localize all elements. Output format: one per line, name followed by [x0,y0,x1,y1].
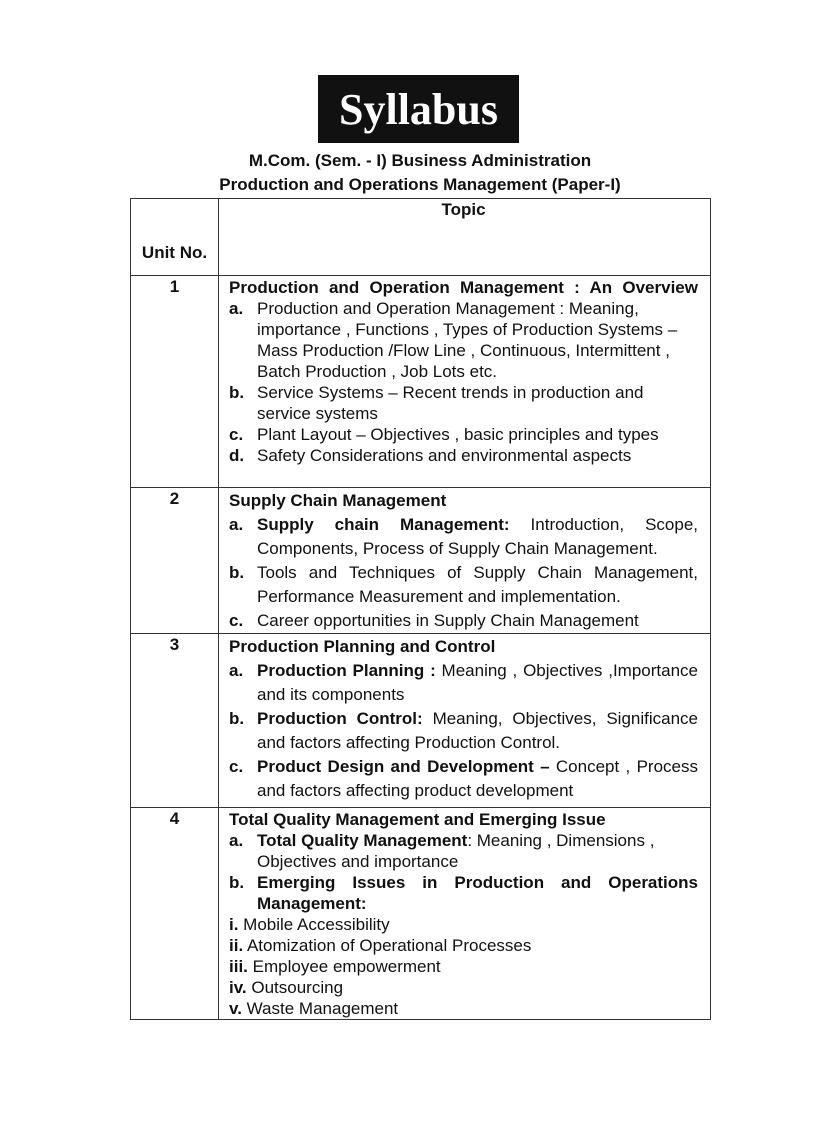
item-bold-lead: Total Quality Management [257,831,468,850]
item-label: d. [229,446,245,465]
sub-item-label: ii. [229,936,244,955]
sub-item [229,998,698,1019]
unit-topic [219,276,711,488]
paper-heading: Production and Operations Management (Paper-I) [219,175,621,194]
unit-title: Supply Chain Management [229,491,447,510]
table-row [131,488,711,634]
topic-item [229,872,698,914]
item-body: Production and Operation Management : Meaning, importance , Functions , Types of Production Systems – Mass Production /Flow Line , Continuous, Intermittent , Batch Production , Job Lots etc. [257,299,678,381]
sub-item-label: i. [229,915,239,934]
topic-item [229,382,698,424]
unit-number: 3 [131,634,219,808]
table-row [131,808,711,1020]
unit-number: 2 [131,488,219,634]
sub-item-text: Mobile Accessibility [238,915,390,934]
item-label: b. [229,383,245,402]
item-text [257,561,698,609]
table-header-row [131,199,711,276]
topic-item [229,298,698,382]
topic-header: Topic [219,199,711,276]
sub-item-text: Outsourcing [246,978,344,997]
item-text [257,755,698,803]
item-body: Meaning , Objectives ,Importance and its components [257,661,698,704]
item-body: Service Systems – Recent trends in production and service systems [257,383,644,423]
topic-item [229,755,698,803]
item-bold-lead: Product Design and Development – [257,757,550,776]
unit-title: Production Planning and Control [229,637,496,656]
table-row [131,276,711,488]
item-body: Tools and Techniques of Supply Chain Management, Performance Measurement and implementation. [257,563,698,606]
unit-title: Production and Operation Management : An Overview [229,278,698,297]
sub-item [229,935,698,956]
item-body: Introduction, Scope, Components, Process of Supply Chain Management. [257,515,698,558]
item-label: b. [229,563,245,582]
unit-number: 4 [131,808,219,1020]
item-body: Career opportunities in Supply Chain Management [257,611,639,630]
course-heading: M.Com. (Sem. - I) Business Administration [248,151,592,170]
item-bold-lead: Production Planning : [257,661,436,680]
item-label: a. [229,299,244,318]
item-label: a. [229,831,244,850]
sub-item [229,956,698,977]
table-row [131,634,711,808]
syllabus-table [130,198,711,1020]
item-label: a. [229,661,244,680]
unit-no-header: Unit No. [131,199,219,276]
sub-item-label: iv. [229,978,247,997]
sub-item-text: Atomization of Operational Processes [243,936,532,955]
sub-item-label: iii. [229,957,248,976]
item-text [257,609,698,633]
topic-item [229,561,698,609]
topic-item [229,609,698,633]
sub-item [229,977,698,998]
item-label: c. [229,611,244,630]
topic-item [229,445,698,466]
item-text [257,830,698,872]
item-body: : Meaning , Dimensions , Objectives and importance [257,831,655,871]
topic-item [229,513,698,561]
item-label: a. [229,515,244,534]
topic-item [229,659,698,707]
topic-item [229,424,698,445]
item-body: Safety Considerations and environmental aspects [257,446,632,465]
item-bold-lead: Production Control: [257,709,423,728]
item-text [257,872,698,914]
item-body: Plant Layout – Objectives , basic principles and types [257,425,659,444]
item-text [257,659,698,707]
item-label: b. [229,873,245,892]
sub-item-label: v. [229,999,242,1018]
unit-number: 1 [131,276,219,488]
item-bold-lead: Emerging Issues in Production and Operations Management: [257,873,698,913]
topic-item [229,830,698,872]
sub-item-text: Employee empowerment [247,957,441,976]
item-label: b. [229,709,245,728]
item-body: Meaning, Objectives, Significance and factors affecting Production Control. [257,709,699,752]
unit-topic [219,488,711,634]
unit-title: Total Quality Management and Emerging Issue [229,810,606,829]
item-body: Concept , Process and factors affecting product development [257,757,698,800]
item-text [257,382,698,424]
item-bold-lead: Supply chain Management: [257,515,510,534]
sub-item-text: Waste Management [241,999,399,1018]
item-text [257,707,698,755]
item-label: c. [229,757,244,776]
item-label: c. [229,425,244,444]
sub-item [229,914,698,935]
topic-item [229,707,698,755]
unit-topic [219,634,711,808]
item-text [257,298,698,382]
item-text [257,424,698,445]
item-text [257,513,698,561]
unit-topic [219,808,711,1020]
item-text [257,445,698,466]
syllabus-title: Syllabus [318,75,519,143]
